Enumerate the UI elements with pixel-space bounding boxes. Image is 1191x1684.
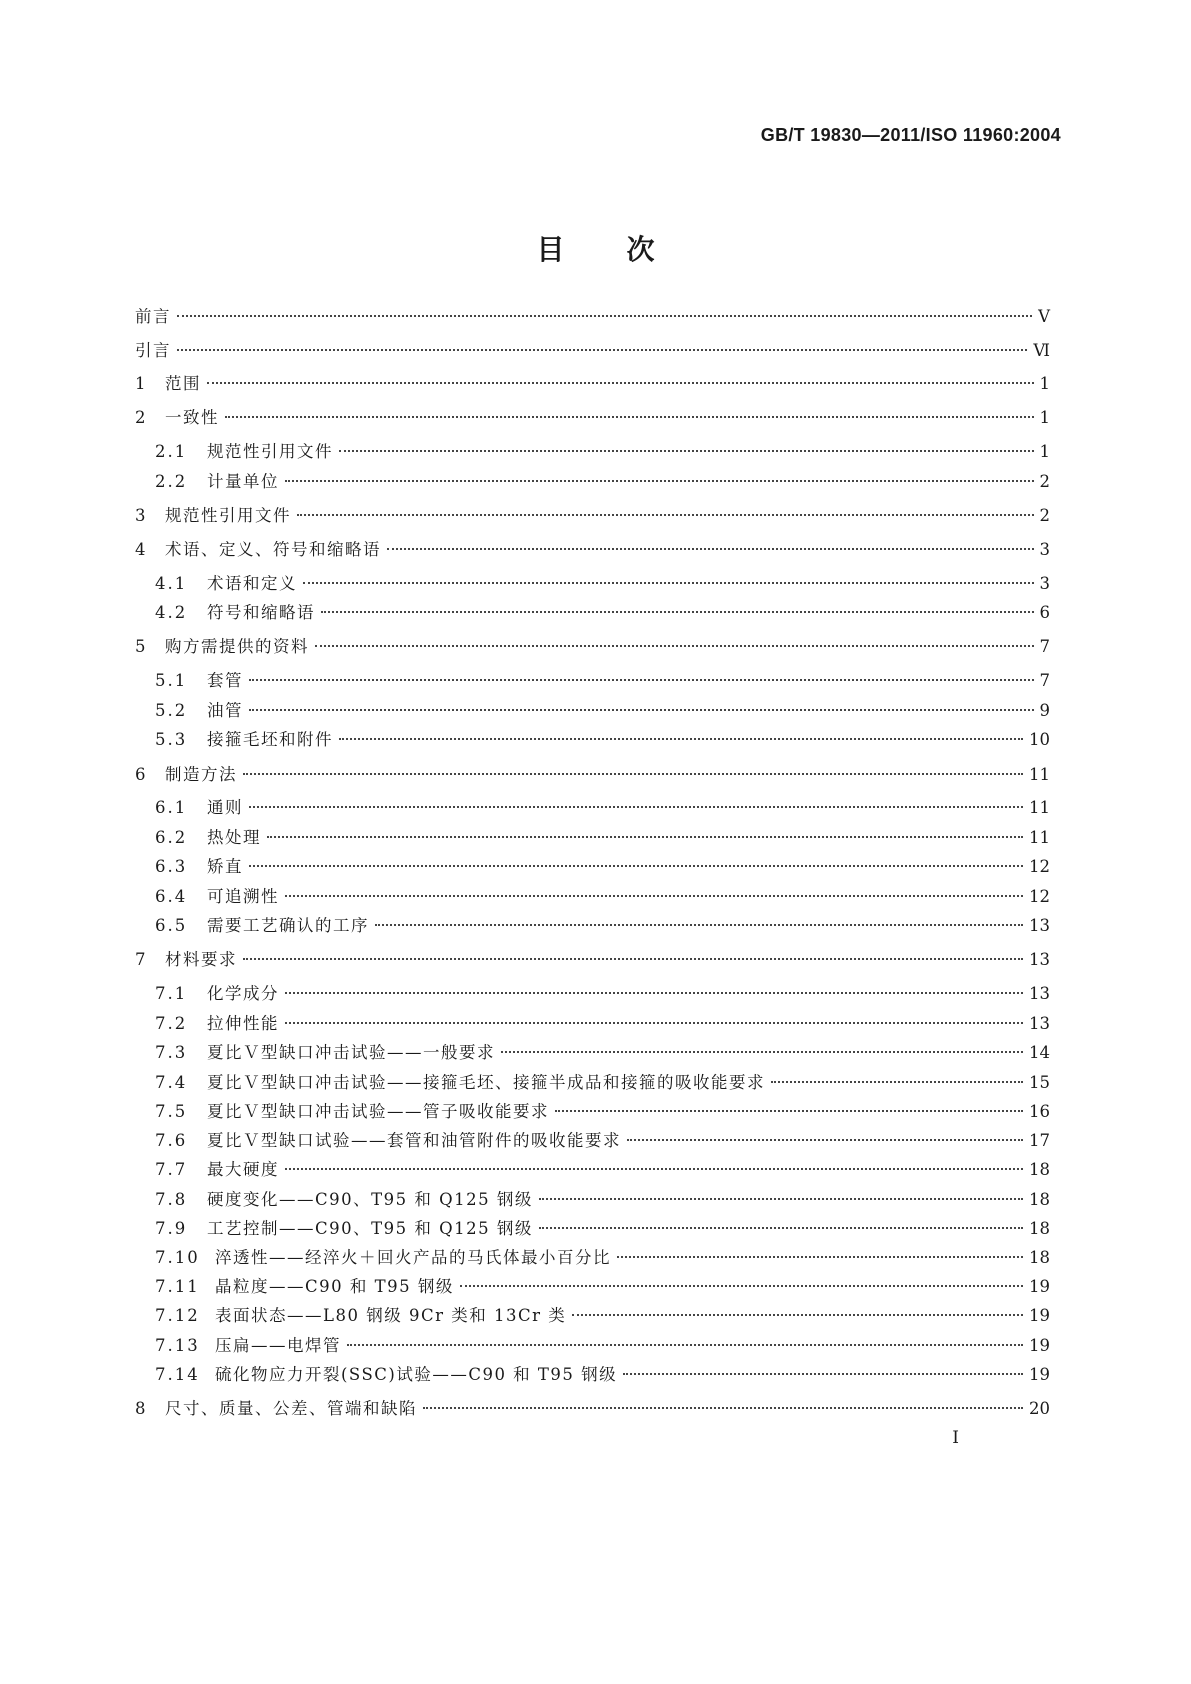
standard-number: GB/T 19830—2011/ISO 11960:2004: [760, 125, 1061, 145]
toc-leader-dots: [249, 679, 1034, 681]
toc-entry-page: 13: [1029, 916, 1050, 935]
toc-entry-number: 4: [135, 540, 147, 559]
toc-entry-number: 6.5: [155, 916, 188, 935]
toc-entry-label: 夏比Ｖ型缺口冲击试验——一般要求: [207, 1043, 495, 1062]
toc-entry-label: 化学成分: [207, 984, 279, 1003]
toc-entry-number: 7.10: [155, 1248, 200, 1267]
toc-entry-page: 11: [1029, 798, 1050, 817]
toc-entry-label: 通则: [207, 798, 243, 817]
toc-entry-label: 制造方法: [165, 765, 237, 784]
toc-entry-page: Ⅴ: [1038, 307, 1050, 326]
toc-entry-number: 5.2: [155, 701, 188, 720]
toc-leader-dots: [539, 1227, 1023, 1229]
toc-entry-label: 引言: [135, 341, 171, 360]
toc-entry[interactable]: [135, 405, 1050, 431]
toc-entry[interactable]: [135, 371, 1050, 397]
toc-entry-label: 硬度变化——C90、T95 和 Q125 钢级: [207, 1190, 533, 1209]
toc-entry-number: 5.3: [155, 730, 188, 749]
toc-leader-dots: [321, 611, 1034, 613]
toc-leader-dots: [315, 645, 1034, 647]
page-folio: Ⅰ: [952, 1428, 959, 1448]
toc-entry-label: 规范性引用文件: [165, 506, 291, 525]
toc-entry-page: 6: [1039, 603, 1050, 622]
toc-entry[interactable]: [155, 1274, 1050, 1300]
toc-entry-page: 2: [1039, 472, 1050, 491]
toc-entry[interactable]: [135, 537, 1050, 563]
toc-entry[interactable]: [135, 503, 1050, 529]
toc-entry-page: 15: [1029, 1073, 1050, 1092]
toc-entry-number: 6.3: [155, 857, 188, 876]
toc-entry-label: 规范性引用文件: [207, 442, 333, 461]
toc-entry-number: 4.2: [155, 603, 188, 622]
toc-entry-label: 晶粒度——C90 和 T95 钢级: [215, 1277, 454, 1296]
toc-entry[interactable]: [135, 762, 1050, 788]
toc-entry[interactable]: [155, 981, 1050, 1007]
toc-entry[interactable]: [135, 304, 1050, 330]
toc-entry[interactable]: [155, 825, 1050, 851]
toc-entry-label: 压扁——电焊管: [215, 1336, 341, 1355]
toc-entry-number: 7.14: [155, 1365, 200, 1384]
toc-entry[interactable]: [155, 727, 1050, 753]
toc-leader-dots: [249, 806, 1023, 808]
toc-entry-number: 7.9: [155, 1219, 188, 1238]
toc-entry[interactable]: [155, 1099, 1050, 1125]
toc-entry[interactable]: [155, 668, 1050, 694]
toc-entry[interactable]: [155, 795, 1050, 821]
toc-entry-page: 10: [1029, 730, 1050, 749]
toc-entry-label: 一致性: [165, 408, 219, 427]
toc-entry-label: 符号和缩略语: [207, 603, 315, 622]
toc-leader-dots: [623, 1373, 1023, 1375]
toc-entry-page: 13: [1029, 950, 1050, 969]
toc-entry[interactable]: [155, 600, 1050, 626]
toc-leader-dots: [207, 382, 1034, 384]
toc-entry-page: 7: [1039, 671, 1050, 690]
toc-entry-label: 热处理: [207, 828, 261, 847]
toc-entry[interactable]: [155, 698, 1050, 724]
toc-entry-page: 11: [1029, 765, 1050, 784]
toc-entry-number: 7.6: [155, 1131, 188, 1150]
toc-leader-dots: [339, 738, 1023, 740]
toc-entry-label: 最大硬度: [207, 1160, 279, 1179]
toc-entry[interactable]: [135, 1396, 1050, 1422]
toc-leader-dots: [243, 773, 1023, 775]
toc-entry-label: 拉伸性能: [207, 1014, 279, 1033]
toc-entry-label: 范围: [165, 374, 201, 393]
toc-leader-dots: [617, 1256, 1023, 1258]
toc-entry-number: 5.1: [155, 671, 188, 690]
toc-entry-number: 2.1: [155, 442, 188, 461]
toc-entry-page: 3: [1039, 540, 1050, 559]
toc-entry-page: 13: [1029, 1014, 1050, 1033]
toc-leader-dots: [225, 416, 1034, 418]
toc-leader-dots: [303, 582, 1034, 584]
toc-entry-page: 14: [1029, 1043, 1050, 1062]
toc-entry-page: 1: [1039, 442, 1050, 461]
toc-entry[interactable]: [135, 338, 1050, 364]
toc-entry[interactable]: [155, 1040, 1050, 1066]
toc-entry-number: 7: [135, 950, 147, 969]
toc-entry[interactable]: [155, 913, 1050, 939]
toc-entry[interactable]: [155, 1011, 1050, 1037]
toc-leader-dots: [285, 1022, 1023, 1024]
toc-entry[interactable]: [155, 1070, 1050, 1096]
toc-entry-label: 尺寸、质量、公差、管端和缺陷: [165, 1399, 417, 1418]
toc-entry-number: 6: [135, 765, 147, 784]
toc-entry[interactable]: [155, 884, 1050, 910]
toc-leader-dots: [501, 1051, 1023, 1053]
toc-leader-dots: [249, 709, 1034, 711]
page-title: 目次: [536, 233, 717, 266]
toc-leader-dots: [460, 1285, 1023, 1287]
toc-entry[interactable]: [155, 854, 1050, 880]
toc-entry-number: 2: [135, 408, 147, 427]
toc-entry-number: 7.1: [155, 984, 188, 1003]
toc-entry[interactable]: [155, 1128, 1050, 1154]
toc-entry-label: 术语和定义: [207, 574, 297, 593]
toc-entry-label: 工艺控制——C90、T95 和 Q125 钢级: [207, 1219, 533, 1238]
toc-entry-label: 购方需提供的资料: [165, 637, 309, 656]
toc-entry-page: 19: [1029, 1306, 1050, 1325]
toc-entry[interactable]: [155, 439, 1050, 465]
toc-entry-page: 9: [1039, 701, 1050, 720]
toc-entry-page: 16: [1029, 1102, 1050, 1121]
toc-leader-dots: [177, 315, 1032, 317]
toc-entry-number: 7.8: [155, 1190, 188, 1209]
toc-entry-page: Ⅵ: [1033, 341, 1050, 360]
toc-leader-dots: [347, 1344, 1023, 1346]
toc-leader-dots: [285, 1168, 1023, 1170]
toc-entry-page: 13: [1029, 984, 1050, 1003]
toc-entry-page: 20: [1029, 1399, 1050, 1418]
toc-entry-number: 7.13: [155, 1336, 200, 1355]
toc-leader-dots: [285, 992, 1023, 994]
toc-leader-dots: [423, 1407, 1023, 1409]
toc-entry-label: 计量单位: [207, 472, 279, 491]
toc-entry-page: 2: [1039, 506, 1050, 525]
toc-entry-number: 7.3: [155, 1043, 188, 1062]
toc-entry-label: 矫直: [207, 857, 243, 876]
toc-entry-page: 18: [1029, 1190, 1050, 1209]
toc-entry-label: 夏比Ｖ型缺口试验——套管和油管附件的吸收能要求: [207, 1131, 621, 1150]
toc-entry[interactable]: [155, 1216, 1050, 1242]
toc-entry-page: 18: [1029, 1248, 1050, 1267]
toc-entry-label: 可追溯性: [207, 887, 279, 906]
toc-leader-dots: [285, 480, 1034, 482]
toc-entry-number: 7.12: [155, 1306, 200, 1325]
toc-entry-number: 7.11: [155, 1277, 200, 1296]
toc-entry-label: 材料要求: [165, 950, 237, 969]
toc-entry-label: 接箍毛坯和附件: [207, 730, 333, 749]
toc-entry-page: 18: [1029, 1219, 1050, 1238]
toc-entry-label: 套管: [207, 671, 243, 690]
toc-entry[interactable]: [155, 1157, 1050, 1183]
toc-entry-number: 1: [135, 374, 147, 393]
toc-leader-dots: [297, 514, 1034, 516]
toc-leader-dots: [285, 895, 1023, 897]
toc-entry-page: 19: [1029, 1277, 1050, 1296]
toc-entry-label: 表面状态——L80 钢级 9Cr 类和 13Cr 类: [215, 1306, 567, 1325]
toc-entry-number: 6.1: [155, 798, 188, 817]
toc-entry[interactable]: [155, 571, 1050, 597]
toc-entry[interactable]: [155, 1245, 1050, 1271]
toc-entry[interactable]: [135, 947, 1050, 973]
toc-entry-number: 7.4: [155, 1073, 188, 1092]
toc-entry-label: 需要工艺确认的工序: [207, 916, 369, 935]
toc-entry-label: 前言: [135, 307, 171, 326]
toc-entry-number: 2.2: [155, 472, 188, 491]
toc-entry-number: 7.7: [155, 1160, 188, 1179]
toc-leader-dots: [572, 1314, 1023, 1316]
toc-entry-number: 6.4: [155, 887, 188, 906]
toc-entry-page: 11: [1029, 828, 1050, 847]
toc-entry-page: 19: [1029, 1365, 1050, 1384]
toc-entry[interactable]: [135, 634, 1050, 660]
toc-entry[interactable]: [155, 1303, 1050, 1329]
toc-entry-label: 术语、定义、符号和缩略语: [165, 540, 381, 559]
toc-entry-page: 17: [1029, 1131, 1050, 1150]
toc-leader-dots: [539, 1198, 1023, 1200]
toc-entry-number: 7.2: [155, 1014, 188, 1033]
toc-entry[interactable]: [155, 1187, 1050, 1213]
toc-entry-number: 8: [135, 1399, 147, 1418]
toc-entry-number: 6.2: [155, 828, 188, 847]
toc-entry-number: 3: [135, 506, 147, 525]
toc-entry-page: 18: [1029, 1160, 1050, 1179]
toc-entry[interactable]: [155, 1333, 1050, 1359]
toc-entry-number: 7.5: [155, 1102, 188, 1121]
toc-leader-dots: [627, 1139, 1023, 1141]
toc-entry-page: 3: [1039, 574, 1050, 593]
toc-leader-dots: [555, 1110, 1023, 1112]
toc-entry-number: 5: [135, 637, 147, 656]
toc-entry[interactable]: [155, 1362, 1050, 1388]
toc-leader-dots: [177, 349, 1027, 351]
toc-leader-dots: [375, 924, 1023, 926]
toc-entry-label: 淬透性——经淬火＋回火产品的马氏体最小百分比: [215, 1248, 611, 1267]
toc-entry-page: 1: [1039, 408, 1050, 427]
toc-leader-dots: [267, 836, 1023, 838]
toc-entry-page: 1: [1039, 374, 1050, 393]
toc-leader-dots: [339, 450, 1034, 452]
toc-entry-label: 油管: [207, 701, 243, 720]
toc-entry-label: 硫化物应力开裂(SSC)试验——C90 和 T95 钢级: [215, 1365, 618, 1384]
toc-leader-dots: [249, 865, 1023, 867]
toc-entry-page: 19: [1029, 1336, 1050, 1355]
toc-entry-label: 夏比Ｖ型缺口冲击试验——管子吸收能要求: [207, 1102, 549, 1121]
toc-entry-page: 12: [1029, 887, 1050, 906]
toc-entry-page: 12: [1029, 857, 1050, 876]
toc-entry[interactable]: [155, 469, 1050, 495]
toc-leader-dots: [387, 548, 1034, 550]
toc-entry-page: 7: [1039, 637, 1050, 656]
toc-entry-label: 夏比Ｖ型缺口冲击试验——接箍毛坯、接箍半成品和接箍的吸收能要求: [207, 1073, 765, 1092]
toc-entry-number: 4.1: [155, 574, 188, 593]
toc-leader-dots: [771, 1081, 1023, 1083]
toc-leader-dots: [243, 958, 1023, 960]
